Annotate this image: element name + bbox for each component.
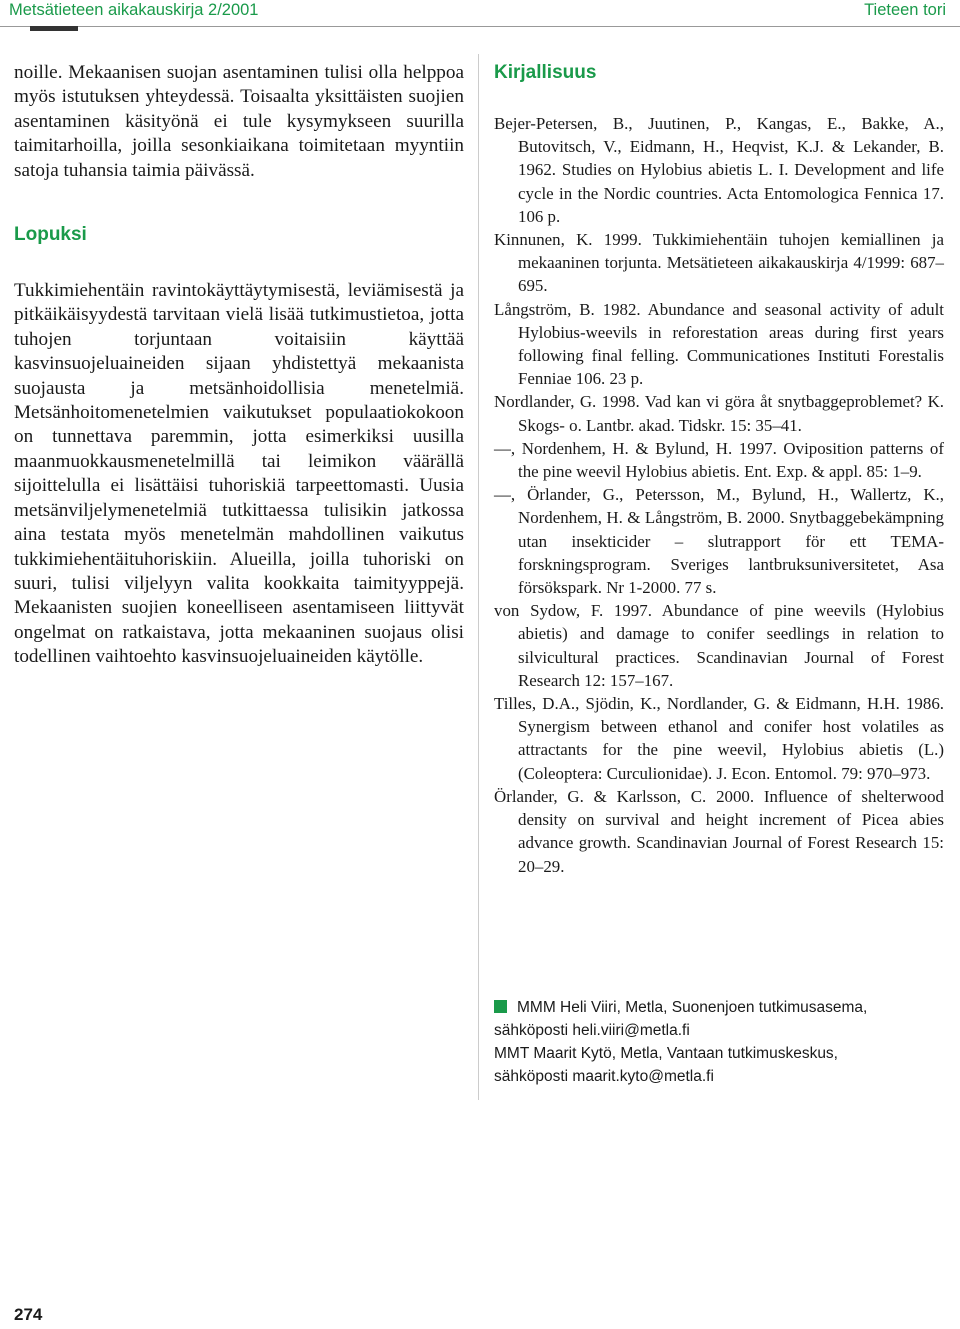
author-line — [494, 996, 944, 1019]
reference-item: Kinnunen, K. 1999. Tukkimiehentäin tuhojen kemiallinen ja mekaaninen torjunta. Metsätieteen aikakauskirja 4/1999: 687–695. — [494, 230, 944, 296]
author-affiliation: MMT Maarit Kytö, Metla, Vantaan tutkimuskeskus, — [494, 1045, 838, 1062]
header-bar — [30, 26, 78, 31]
reference-item: —, Örlander, G., Petersson, M., Bylund, H., Wallertz, K., Nordenhem, H. & Långström, B. 2000. Snytbaggebekämpning utan insekticider – slutrapport för ett TEMA-forskningsprogram. Sveriges lantbruksuniversitetet, Asa försökspark. Nr 1-2000. 77 s. — [494, 485, 944, 598]
section-heading-references: Kirjallisuus — [494, 62, 597, 83]
body-paragraph: noille. Mekaanisen suojan asentaminen tulisi olla helppoa myös istutuksen yhteydessä. Toisaalta yksittäisten suojien asentaminen käsityönä ei tule kysymykseen suurilla taimitarhoilla, joilla sesonkiaikana toimitetaan myyntiin satoja tuhansia taimia päivässä. — [14, 62, 464, 181]
reference-item: —, Nordenhem, H. & Bylund, H. 1997. Oviposition patterns of the pine weevil Hylobius abietis. Ent. Exp. & appl. 85: 1–9. — [494, 438, 944, 482]
reference-item: Långström, B. 1982. Abundance and seasonal activity of adult Hylobius-weevils in reforestation areas during first years following final felling. Communicationes Instituti Forestalis Fenniae 106. 23 p. — [494, 299, 944, 389]
reference-item: Nordlander, G. 1998. Vad kan vi göra åt snytbaggeproblemet? K. Skogs- o. Lantbr. akad. Tidskr. 15: 35–41. — [494, 392, 944, 435]
section-title: Tieteen tori — [864, 1, 946, 19]
author-email: sähköposti maarit.kyto@metla.fi — [494, 1068, 714, 1085]
green-square-marker — [494, 1000, 507, 1013]
page-number: 274 — [14, 1305, 43, 1324]
reference-list — [494, 112, 944, 878]
header-rule — [0, 26, 960, 27]
reference-item: Örlander, G. & Karlsson, C. 2000. Influence of shelterwood density on survival and height increment of Picea abies advance growth. Scandinavian Journal of Forest Research 15: 20–29. — [494, 786, 944, 876]
reference-item: Tilles, D.A., Sjödin, K., Nordlander, G. & Eidmann, H.H. 1986. Synergism between ethanol and conifer host volatiles as attractants for the pine weevil, Hylobius abietis (L.) (Coleoptera: Curculionidae). J. Econ. Entomol. 79: 970–973. — [494, 694, 944, 783]
reference-item: Bejer-Petersen, B., Juutinen, P., Kangas, E., Bakke, A., Butovitsch, V., Eidmann, H., Heqvist, K.J. & Lekander, B. 1962. Studies on Hylobius abietis L. I. Development and life cycle in the Nordic countries. Acta Entomologica Fennica 17. 106 p. — [494, 114, 944, 226]
running-header — [0, 0, 960, 24]
body-paragraph: Tukkimiehentäin ravintokäyttäytymisestä, leviämisestä ja pitkäikäisyydestä tarvitaan vielä lisää tutkimustietoa, jotta tuhojen torjuntaan voitaisiin käyttää kasvinsuojeluaineiden sijaan yhdistettyä mekaanista suojausta ja metsänhoidollisia menetelmiä. Metsänhoitomenetelmien vaikutukset populaatiokokoon on tunnettava paremmin, jotta esimerkiksi uusilla maanmuokkausmenetelmillä tai leimikon väärällä sijoittelulla ei lisättäisi tuhoriskiä tarpeettomasti. Uusia metsänviljelymenetelmiä tutkittaessa tulisikin jatkossa aina testata myös menetelmän mahdollinen vaikutus tukkimiehentäituhoriskiin. Alueilla, joilla tuhoriski on suuri, tulisi viljelyyn valita kookkaita taimityyppejä. Mekaanisten suojien koneelliseen asentamiseen liittyvät ongelmat on ratkaistava, jotta mekaaninen suojaus olisi todellinen vaihtoehto kasvinsuojeluaineiden käytölle. — [14, 280, 464, 668]
author-email: sähköposti heli.viiri@metla.fi — [494, 1022, 690, 1039]
left-column — [14, 61, 464, 670]
section-heading-lopuksi: Lopuksi — [14, 224, 87, 246]
reference-item: von Sydow, F. 1997. Abundance of pine weevils (Hylobius abietis) and damage to conifer seedlings in relation to silvicultural practices. Scandinavian Journal of Forest Research 12: 157–167. — [494, 601, 944, 690]
right-column — [494, 61, 944, 878]
column-divider — [478, 54, 479, 1100]
journal-title: Metsätieteen aikakauskirja 2/2001 — [9, 1, 259, 19]
author-affiliation: MMM Heli Viiri, Metla, Suonenjoen tutkimusasema, — [517, 999, 868, 1016]
author-info — [494, 996, 944, 1088]
